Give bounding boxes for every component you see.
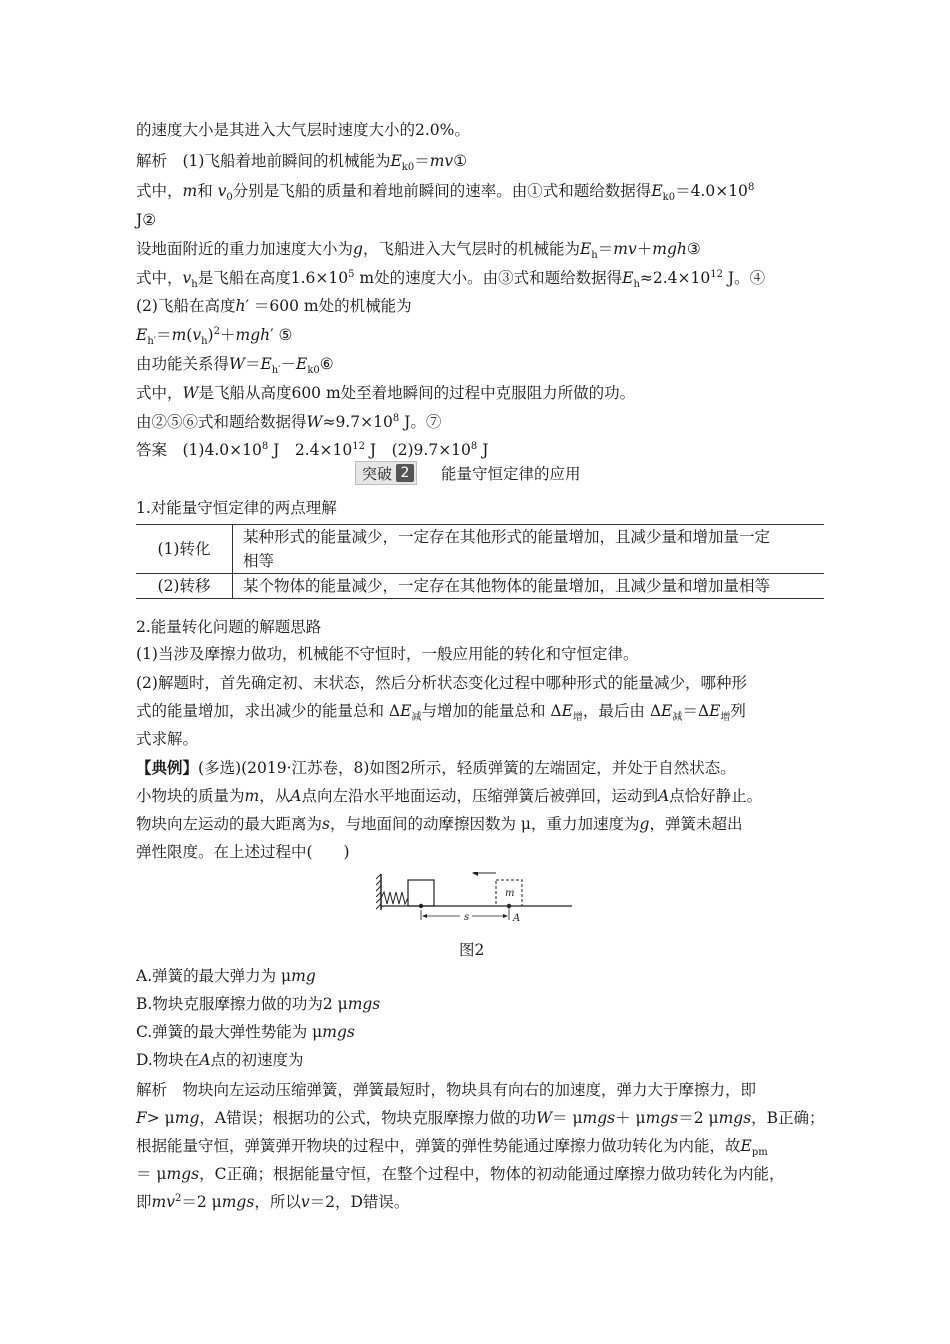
wall bbox=[376, 874, 381, 910]
option-b: B.物块克服摩擦力做的功为2 μmgs bbox=[136, 995, 381, 1013]
text-line: (1)当涉及摩擦力做功，机械能不守恒时，一般应用能的转化和守恒定律。 bbox=[136, 645, 639, 663]
text-line: 由②⑤⑥式和题给数据得$W\approx 9.7\times 10^8$ J。⑦ bbox=[136, 412, 442, 431]
table-row bbox=[136, 574, 824, 599]
distance-label: s bbox=[464, 912, 470, 923]
text-line: 由功能关系得$W=E_{h'}-E_{k0}⑥$ bbox=[136, 355, 334, 377]
text-line: 式的能量增加，求出减少的能量总和 $\Delta E_减$与增加的能量总和 $\Delta E_增$，最后由 $\Delta E_减=\Delta E_增$列 bbox=[136, 702, 746, 724]
table-row bbox=[136, 525, 824, 574]
block-mass-label: m bbox=[505, 888, 515, 899]
section-badge-label: 突破 bbox=[362, 464, 393, 483]
example-line: 【典例】(多选)(2019·江苏卷，8)如图2所示，轻质弹簧的左端固定，并处于自然状态。 bbox=[136, 758, 736, 777]
section-badge-number: 2 bbox=[396, 464, 414, 482]
text-line: (2)解题时，首先确定初、末状态，然后分析状态变化过程中哪种形式的能量减少，哪种形 bbox=[136, 674, 747, 692]
text-line: 设地面附近的重力加速度大小为g，飞船进入大气层时的机械能为$E_h=mv+mgh③$ bbox=[136, 240, 701, 262]
table-value: 某种形式的能量减少，一定存在其他形式的能量增加，且减少量和增加量一定 相等 bbox=[233, 525, 825, 574]
figure-caption: 图2 bbox=[459, 941, 485, 959]
section-header bbox=[355, 461, 581, 485]
text-line: ＝ μmgs，C正确；根据能量守恒，在整个过程中，物体的初动能通过摩擦力做功转化为内能， bbox=[136, 1165, 785, 1183]
text-line: 弹性限度。在上述过程中( ) bbox=[136, 843, 350, 861]
text-line: $E_{h'}=m(v_h)^2+mgh'$ ⑤ bbox=[136, 325, 293, 348]
point2-heading: 2.能量转化问题的解题思路 bbox=[136, 618, 322, 636]
point-a-dot bbox=[507, 904, 511, 908]
solution-line: 解析 物块向左运动压缩弹簧，弹簧最短时，物块具有向右的加速度，弹力大于摩擦力，即 bbox=[136, 1081, 757, 1099]
text-line: 即$mv^2=2$ μmgs，所以v＝2，D错误。 bbox=[136, 1192, 410, 1211]
section-title: 能量守恒定律的应用 bbox=[441, 465, 581, 483]
option-d: D.物块在A点的初速度为 bbox=[136, 1051, 304, 1069]
answer-line: 答案 $(1)4.0\times 10^8$ J $2.4\times 10^{12}$ J $(2)9.7\times 10^8$ J bbox=[136, 440, 489, 459]
understanding-table bbox=[136, 524, 824, 599]
point1-heading: 1.对能量守恒定律的两点理解 bbox=[136, 499, 337, 517]
text-line: 式求解。 bbox=[136, 730, 199, 748]
text-line: 式中，m和 $v_0$分别是飞船的质量和着地前瞬间的速率。由①式和题给数据得$E_{k0}=4.0\times 10^8$ bbox=[136, 181, 755, 204]
section-badge bbox=[355, 461, 417, 485]
spring bbox=[381, 892, 408, 904]
text-line: 的速度大小是其进入大气层时速度大小的2.0%。 bbox=[136, 121, 470, 139]
text-line: F> μmg，A错误；根据功的公式，物块克服摩擦力做的功W＝ μmgs＋ μmgs＝2 μmgs，B正确； bbox=[136, 1109, 825, 1127]
block-dot bbox=[419, 904, 423, 908]
text-line: 式中，$v_h$是飞船在高度$1.6\times 10^5$ m处的速度大小。由③式和题给数据得$E_h\approx 2.4\times 10^{12}$ J。④ bbox=[136, 268, 766, 291]
option-a: A.弹簧的最大弹力为 μmg bbox=[136, 967, 316, 985]
text-line: 式中，W是飞船从高度600 m处至着地瞬间的过程中克服阻力所做的功。 bbox=[136, 384, 636, 402]
spring-block-figure bbox=[376, 872, 574, 926]
point-a-label: A bbox=[513, 913, 521, 924]
text-line: 根据能量守恒，弹簧弹开物块的过程中，弹簧的弹性势能通过摩擦力做功转化为内能，故$E_{pm}$ bbox=[136, 1137, 768, 1159]
table-value: 某个物体的能量减少，一定存在其他物体的能量增加，且减少量和增加量相等 bbox=[233, 574, 825, 599]
text-line: 物块向左运动的最大距离为s，与地面间的动摩擦因数为 μ，重力加速度为g，弹簧未超出 bbox=[136, 815, 743, 833]
table-key: (1)转化 bbox=[136, 525, 233, 574]
text-line: 解析 (1)飞船着地前瞬间的机械能为$E_{k0}=mv①$ bbox=[136, 152, 468, 174]
option-c: C.弹簧的最大弹性势能为 μmgs bbox=[136, 1023, 355, 1041]
text-line: 小物块的质量为m，从A点向左沿水平地面运动，压缩弹簧后被弹回，运动到A点恰好静止。 bbox=[136, 787, 763, 805]
text-line: (2)飞船在高度h′ ＝600 m处的机械能为 bbox=[136, 297, 412, 315]
left-arrow bbox=[472, 872, 496, 876]
block bbox=[408, 880, 434, 906]
text-line: J② bbox=[136, 211, 157, 229]
table-key: (2)转移 bbox=[136, 574, 233, 599]
